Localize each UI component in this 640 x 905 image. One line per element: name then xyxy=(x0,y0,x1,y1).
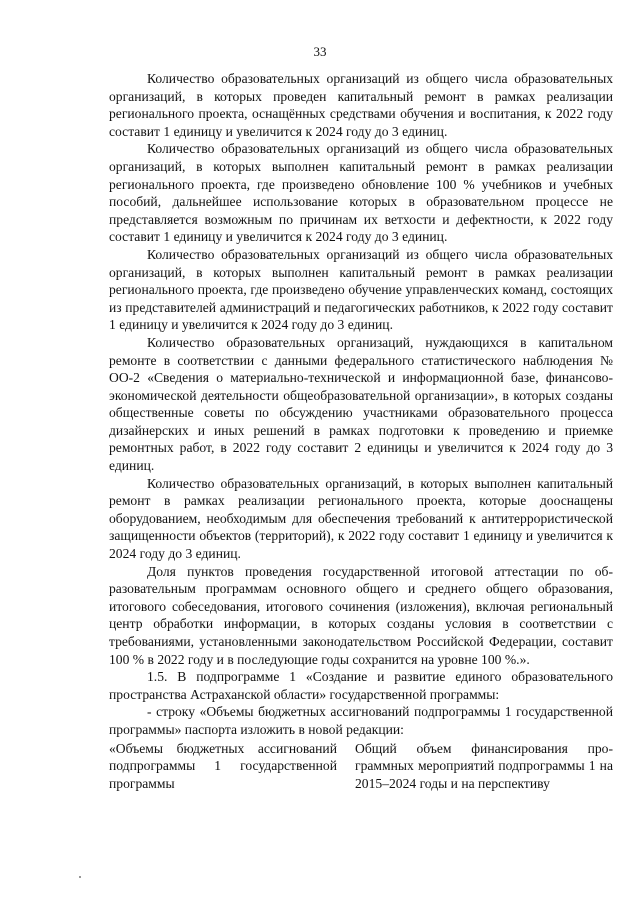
table-row-value: Общий объем финансирования программных мероприятий подпрограммы 1 на 2015–2024 годы и на перспективу xyxy=(355,740,613,791)
paragraph-management-training: Количество образовательных организаций из общего числа образовательных организаций, в которых выполнен капитальный ремонт в рамках реализации регионального проекта, где произведено обучение управленческих команд, состоящих из представителей администраций и педагогических работников, к 2022 году составит 1 единицу и увеличится к 2024 году до 3 единиц. xyxy=(109,246,613,333)
document-body xyxy=(109,70,613,792)
scan-speck xyxy=(79,876,81,878)
paragraph-textbooks-update: Количество образовательных организаций из общего числа образовательных организаций, в которых выполнен капитальный ремонт в рамках реализации регионального проекта, где произведено обновление 100 % учебников и учебных пособий, дальнейшее использование которых в образовательном процессе не представляется возможным по причинам их ветхости и дефектности, к 2022 году составит 1 единицу и увеличится к 2024 году до 3 единиц. xyxy=(109,141,613,245)
passport-table-row xyxy=(109,740,613,793)
paragraph-repair-equipment: Количество образовательных организаций из общего числа образовательных организаций, в которых проведен капитальный ремонт в рамках реализации регионального проекта, оснащённых средствами обучения и воспитания, к 2022 году составит 1 единицу и увеличится к 2024 году до 3 единиц. xyxy=(109,71,613,139)
paragraph-subprogram-heading: 1.5. В подпрограмме 1 «Создание и развитие единого образовательного пространства Астраханской области» государственной программы: xyxy=(109,669,613,702)
paragraph-passport-instruction: - строку «Объемы бюджетных ассигнований подпрограммы 1 государственной программы» паспорта изложить в новой редакции: xyxy=(109,704,613,737)
paragraph-antiterror-equipment: Количество образовательных организаций, в которых выполнен капитальный ремонт в рамках реализации регионального проекта, которые дооснащены оборудованием, необходимым для обеспечения требований к антитеррористической защищенности объектов (территорий), к 2022 году составит 1 единицу и увеличится к 2024 году до 3 единиц. xyxy=(109,475,613,562)
paragraph-public-councils: Количество образовательных организаций, нуждающихся в капитальном ремонте в соответствии с данными федерального статистического наблюдения № ОО-2 «Сведения о материально-технической и информационной базе, финансово-экономической деятельности общеобразовательной организации», в которых созданы общественные советы по обсуждению участниками образовательного процесса дизайнерских и иных решений в рамках подготовки к проведению и приемке ремонтных работ, в 2022 году составит 2 единицы и увеличится к 2024 году до 3 единиц. xyxy=(109,334,613,474)
table-row-label: «Объемы бюджетных ассигнований подпрограммы 1 государственной программы xyxy=(109,740,337,791)
paragraph-exam-points-share: Доля пунктов проведения государственной итоговой аттестации по образовательным программам основного общего и среднего общего образования, итогового собеседования, итогового сочинения (изложения), включая региональный центр обработки информации, в которых созданы условия в соответствии с требованиями, установленными законодательством Российской Федерации, составит 100 % в 2022 году и в последующие годы сохранится на уровне 100 %.». xyxy=(109,563,613,667)
page-number: 33 xyxy=(313,44,327,59)
